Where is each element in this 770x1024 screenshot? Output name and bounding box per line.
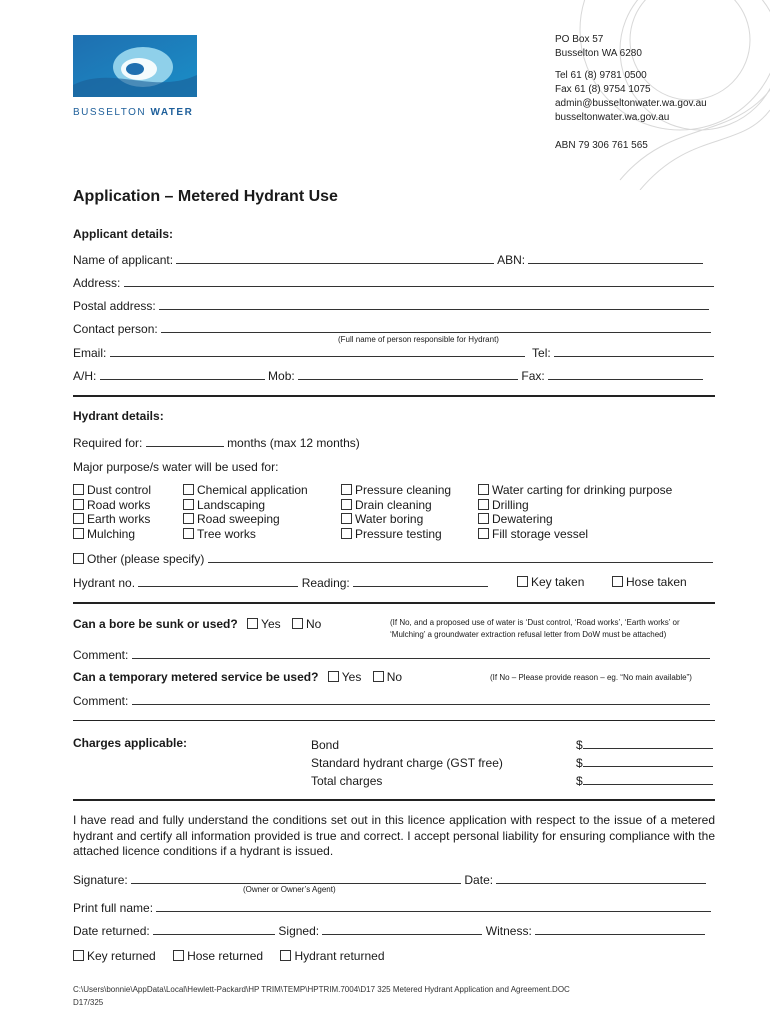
checkbox-icon [341,513,352,524]
applicant-name-field[interactable] [176,252,494,264]
ah-label: A/H: [73,369,97,383]
checkbox-icon [183,513,194,524]
applicant-name-label: Name of applicant: [73,253,174,267]
checkbox-icon [341,499,352,510]
signature-row [73,872,706,887]
address-row [73,275,714,290]
contact-label: Contact person: [73,322,158,336]
hose-returned-checkbox[interactable]: Hose returned [173,949,263,963]
signature-label: Signature: [73,873,128,887]
charges-amounts: $ $ $ [576,736,713,790]
mob-field[interactable] [298,368,518,380]
contact-note: (Full name of person responsible for Hydrant) [338,335,499,344]
postal-field[interactable] [159,298,709,310]
footer [73,983,570,1009]
purpose-col-3 [341,483,451,541]
postal-row [73,298,709,313]
tel-label: Tel: [532,346,551,360]
logo-text-water: WATER [150,107,194,118]
checkbox-icon [73,513,84,524]
purpose-checkbox[interactable]: Earth works [73,512,151,527]
purpose-checkbox[interactable]: Dewatering [478,512,672,527]
bore-comment-row [73,647,710,662]
ah-field[interactable] [100,368,265,380]
doc-ref: D17/325 [73,998,104,1007]
checkbox-icon [478,513,489,524]
other-field[interactable] [208,551,713,563]
checkbox-icon [247,618,258,629]
checkbox-icon [478,528,489,539]
fax: Fax 61 (8) 9754 1075 [555,84,651,95]
purpose-checkbox[interactable]: Landscaping [183,498,308,513]
purpose-checkbox[interactable]: Drain cleaning [341,498,451,513]
abn-label: ABN: [497,253,526,267]
temp-comment-label: Comment: [73,694,129,708]
contact-field[interactable] [161,321,711,333]
fax-label: Fax: [521,369,545,383]
purpose-checkbox[interactable]: Drilling [478,498,672,513]
logo-text-busselton: BUSSELTON [73,107,147,118]
return-row [73,923,705,938]
witness-label: Witness: [485,924,532,938]
other-label: Other (please specify) [87,552,205,566]
checkbox-icon [183,499,194,510]
checkbox-icon [280,950,291,961]
purpose-checkbox[interactable]: Pressure cleaning [341,483,451,498]
temp-note: (If No – Please provide reason – eg. “No main available”) [490,673,692,682]
reading-field[interactable] [353,575,488,587]
hydrant-heading: Hydrant details: [73,409,164,423]
purpose-checkbox[interactable]: Water carting for drinking purpose [478,483,672,498]
po-box: PO Box 57 [555,34,604,45]
declaration-text: I have read and fully understand the conditions set out in this licence application with respect to the issue of a metered hydrant and certify all information provided is true and correct. I accept personal liability for ensuring compliance with the attached licence conditions if a hydrant is issued. [73,813,715,858]
bore-note: (If No, and a proposed use of water is ‘Dust control, ‘Road works’, ‘Earth works’ or ‘Mulching’ a groundwater extraction refusal letter from DoW must be attached) [390,618,680,639]
website: busseltonwater.wa.gov.au [555,112,670,123]
checkbox-icon [478,484,489,495]
print-name-row [73,900,711,915]
contact-row [73,321,711,336]
email-row [73,345,714,360]
bore-no-checkbox[interactable]: No [292,617,321,631]
checkbox-icon [478,499,489,510]
purpose-checkbox[interactable]: Pressure testing [341,527,451,542]
temp-yes-checkbox[interactable]: Yes [328,670,362,684]
checkbox-icon [183,484,194,495]
email-address: admin@busseltonwater.wa.gov.au [555,98,707,109]
reading-label: Reading: [301,576,350,590]
divider [73,799,715,801]
other-checkbox[interactable] [73,553,84,564]
owner-note: (Owner or Owner’s Agent) [243,885,336,894]
email-label: Email: [73,346,107,360]
required-for-row [73,435,360,450]
major-purpose-label: Major purpose/s water will be used for: [73,460,279,474]
checkbox-icon [73,499,84,510]
hydrant-no-label: Hydrant no. [73,576,136,590]
required-for-label: Required for: [73,436,143,450]
charge-standard: Standard hydrant charge (GST free) [311,756,503,770]
print-name-label: Print full name: [73,901,154,915]
signature-field[interactable] [131,872,461,884]
checkbox-icon [328,671,339,682]
logo-mark-icon [73,35,197,97]
charge-bond: Bond [311,738,340,752]
charges-items [311,736,503,790]
temp-row [73,670,402,684]
date-returned-label: Date returned: [73,924,150,938]
bond-amount-field[interactable] [583,737,713,749]
busselton-water-logo [73,35,197,118]
ah-row [73,368,703,383]
checkbox-icon [341,528,352,539]
charge-total: Total charges [311,774,383,788]
tel-field[interactable] [554,345,714,357]
returned-row [73,949,385,963]
page-title: Application – Metered Hydrant Use [73,188,338,205]
checkbox-icon [341,484,352,495]
city: Busselton WA 6280 [555,48,642,59]
total-amount-field[interactable] [583,773,713,785]
signed-field[interactable] [322,923,482,935]
checkbox-icon [73,950,84,961]
bore-row [73,617,321,631]
hydrant-no-row [73,575,488,590]
checkbox-icon [73,484,84,495]
purpose-checkbox[interactable]: Dust control [73,483,151,498]
temp-question: Can a temporary metered service be used? [73,670,319,684]
temp-comment-row [73,693,710,708]
purpose-checkbox[interactable]: Road sweeping [183,512,308,527]
sign-date-label: Date: [464,873,494,887]
other-row [73,551,713,566]
signed-label: Signed: [278,924,320,938]
bore-comment-label: Comment: [73,648,129,662]
bore-question: Can a bore be sunk or used? [73,617,238,631]
divider [73,395,715,397]
purpose-checkbox[interactable]: Fill storage vessel [478,527,672,542]
bore-yes-checkbox[interactable]: Yes [247,617,281,631]
bore-comment-field[interactable] [132,647,710,659]
address-label: Address: [73,276,121,290]
standard-amount-field[interactable] [583,755,713,767]
purpose-checkbox[interactable]: Tree works [183,527,308,542]
key-taken-checkbox[interactable]: Key taken [517,575,584,589]
key-returned-checkbox[interactable]: Key returned [73,949,156,963]
purpose-col-4 [478,483,672,541]
applicant-heading: Applicant details: [73,227,174,241]
temp-no-checkbox[interactable]: No [373,670,402,684]
file-path: C:\Users\bonnie\AppData\Local\Hewlett-Packard\HP TRIM\TEMP\HPTRIM.7004\D17 325 Metered Hydrant Application and Agreement.DOC [73,985,570,994]
postal-label: Postal address: [73,299,156,313]
checkbox-icon [173,950,184,961]
abn-field[interactable] [528,252,703,264]
purpose-checkbox[interactable]: Water boring [341,512,451,527]
checkbox-icon [292,618,303,629]
sign-date-field[interactable] [496,872,706,884]
hydrant-no-field[interactable] [138,575,298,587]
email-field[interactable] [110,345,525,357]
fax-field[interactable] [548,368,703,380]
abn-number: ABN 79 306 761 565 [555,140,648,151]
print-name-field[interactable] [156,900,711,912]
hose-taken-checkbox[interactable]: Hose taken [612,575,687,589]
charges-heading: Charges applicable: [73,736,188,750]
purpose-col-1 [73,483,151,541]
purpose-col-2 [183,483,308,541]
purpose-checkbox[interactable]: Road works [73,498,151,513]
purpose-checkbox[interactable]: Chemical application [183,483,308,498]
applicant-name-row [73,252,703,267]
checkbox-icon [612,576,623,587]
contact-block [555,33,707,153]
divider [73,720,715,721]
checkbox-icon [73,528,84,539]
required-for-field[interactable] [146,435,224,447]
temp-comment-field[interactable] [132,693,710,705]
address-field[interactable] [124,275,714,287]
checkbox-icon [517,576,528,587]
date-returned-field[interactable] [153,923,275,935]
hydrant-returned-checkbox[interactable]: Hydrant returned [280,949,384,963]
purpose-checkbox[interactable]: Mulching [73,527,151,542]
divider [73,602,715,604]
witness-field[interactable] [535,923,705,935]
phone: Tel 61 (8) 9781 0500 [555,70,647,81]
checkbox-icon [373,671,384,682]
checkbox-icon [183,528,194,539]
months-label: months (max 12 months) [227,436,360,450]
mob-label: Mob: [268,369,295,383]
